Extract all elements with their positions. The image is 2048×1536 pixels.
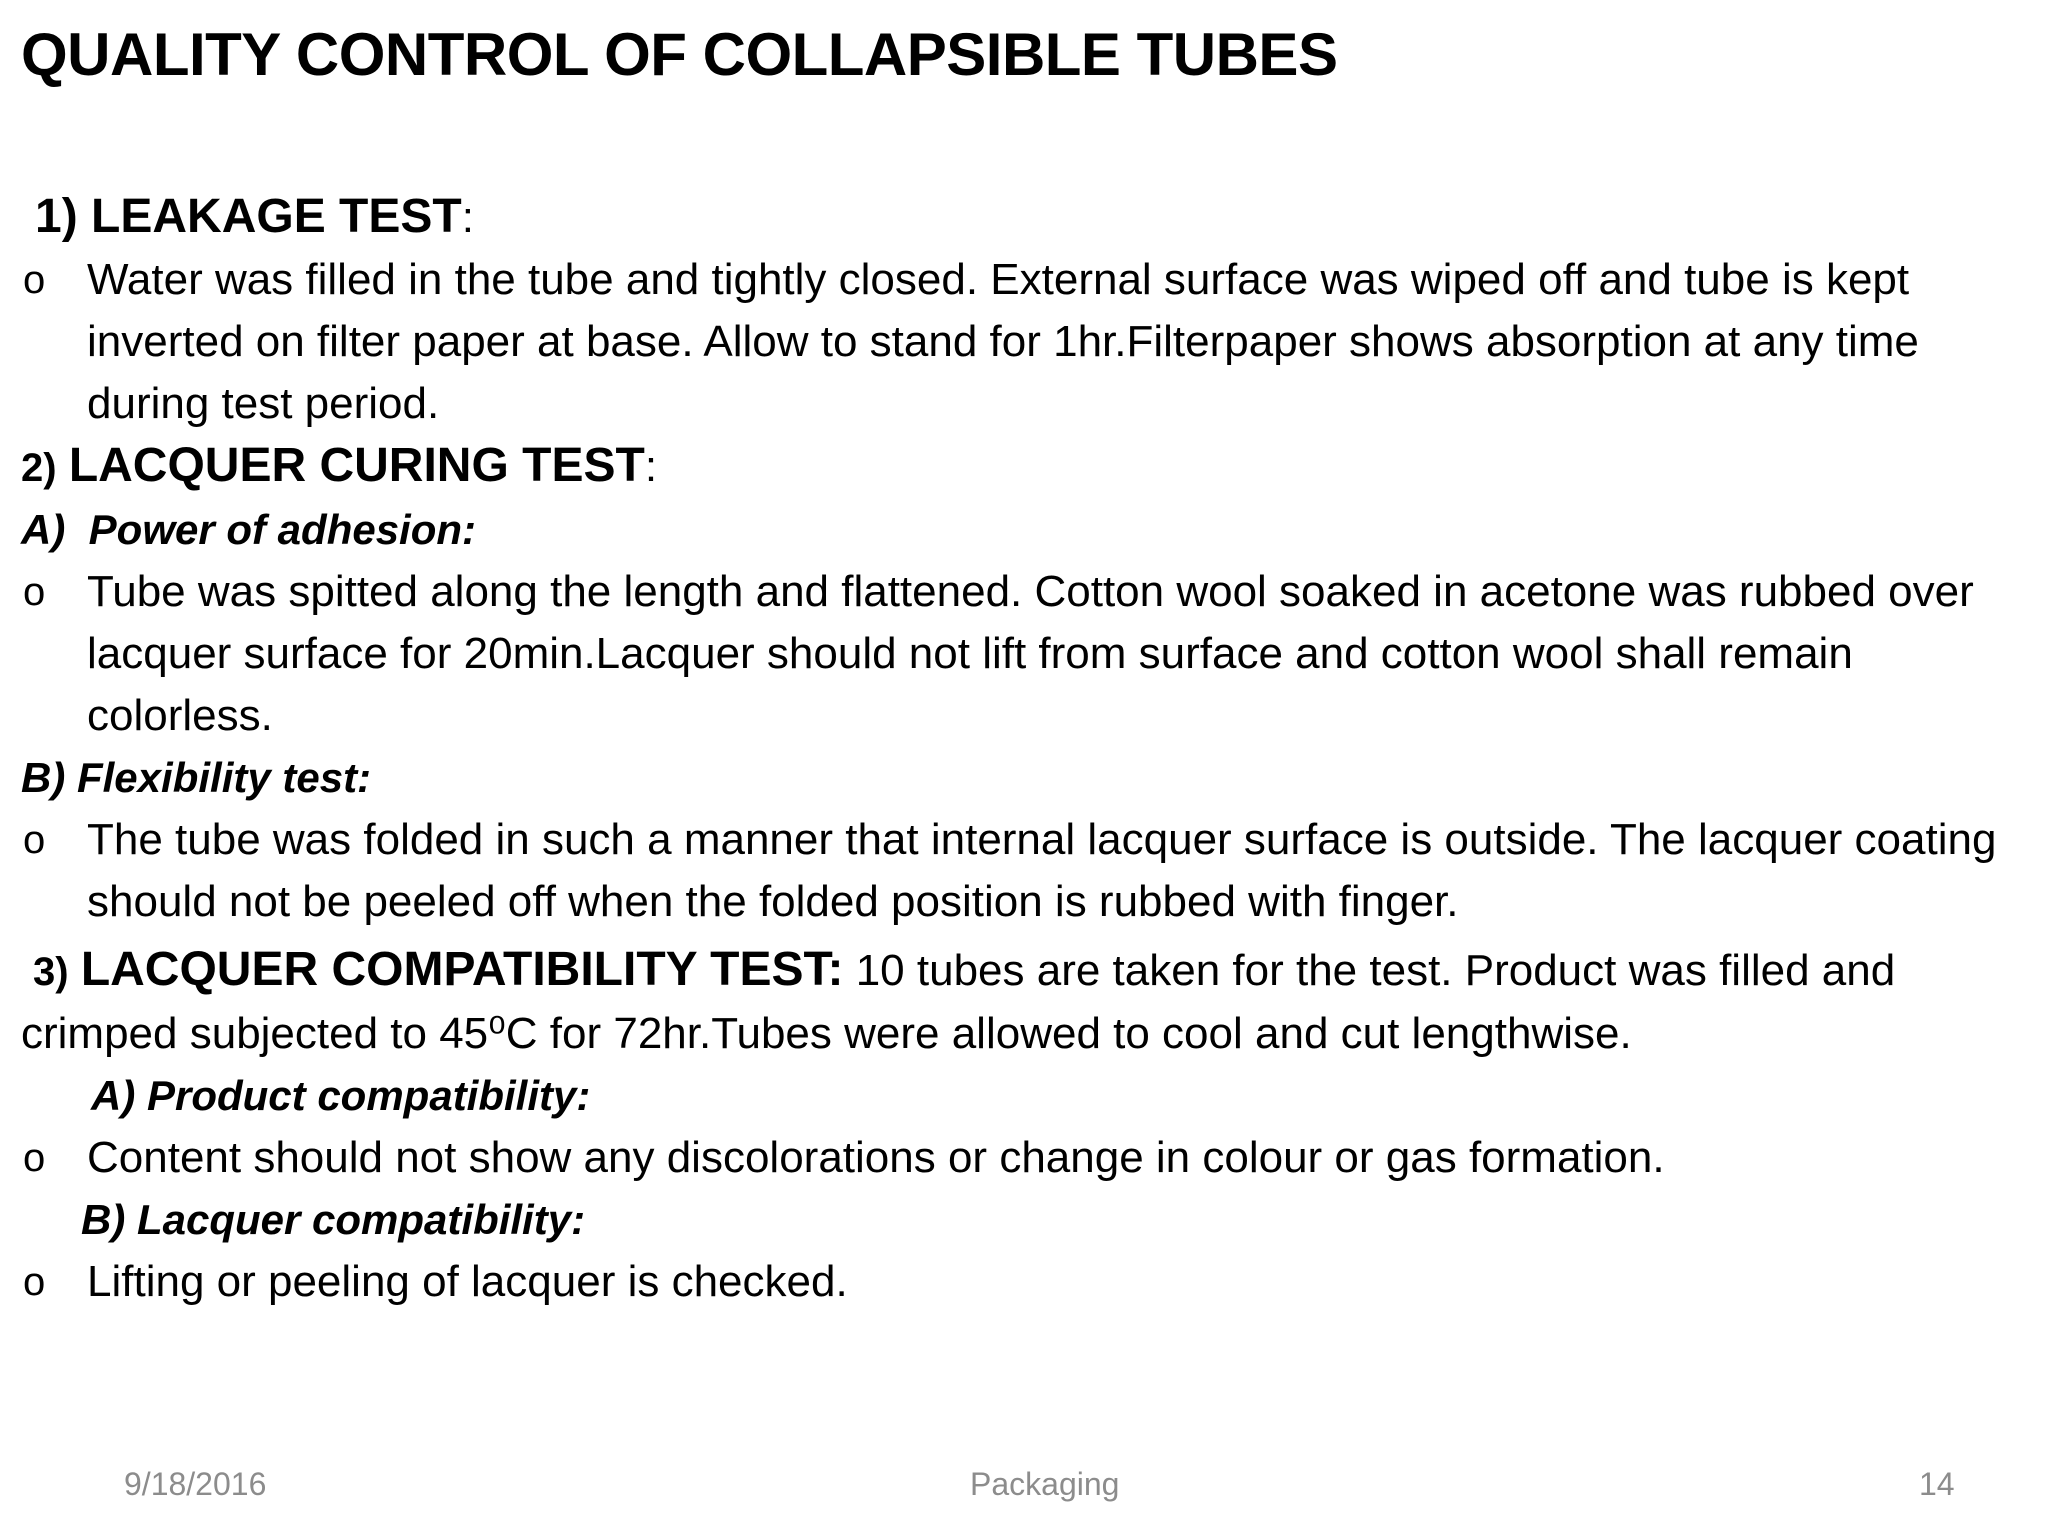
bullet-marker-icon: o: [23, 1260, 46, 1304]
section-1-colon: :: [461, 193, 474, 242]
slide-content: [21, 186, 2031, 1313]
section-2-number: 2): [21, 446, 57, 490]
section-3a-label: A) Product compatibility:: [91, 1072, 591, 1119]
section-2-colon: :: [644, 442, 658, 491]
section-1-number: 1): [35, 190, 78, 243]
section-2a-label: A) Power of adhesion:: [21, 506, 477, 553]
bullet-item: [21, 1251, 2031, 1313]
section-1-text: Water was filled in the tube and tightly closed. External surface was wiped off and tube is kept inverted on filter paper at base. Allow to stand for 1hr.Filterpaper shows absorption at any time during test period.: [87, 255, 1919, 428]
footer-page-number: 14: [1919, 1466, 1955, 1502]
section-3-number: 3): [33, 950, 69, 994]
section-3a-text: Content should not show any discolorations or change in colour or gas formation.: [87, 1133, 1665, 1182]
section-3-paragraph: [21, 939, 2031, 1065]
bullet-item: [21, 561, 2031, 747]
bullet-item: [21, 809, 2031, 933]
bullet-marker-icon: o: [23, 570, 46, 614]
footer-label: Packaging: [970, 1466, 1120, 1502]
section-3-title: LACQUER COMPATIBILITY TEST:: [80, 943, 844, 996]
bullet-item: [21, 249, 2031, 435]
footer-date: 9/18/2016: [124, 1466, 267, 1502]
section-2b-text: The tube was folded in such a manner that internal lacquer surface is outside. The lacquer coating should not be peeled off when the folded position is rubbed with finger.: [87, 815, 1997, 926]
section-2a-text: Tube was spitted along the length and flattened. Cotton wool soaked in acetone was rubbed over lacquer surface for 20min.Lacquer should not lift from surface and cotton wool shall remain colorless.: [87, 567, 1974, 740]
bullet-item: [21, 1127, 2031, 1189]
section-1-heading: [21, 186, 2031, 249]
section-3b-text: Lifting or peeling of lacquer is checked.: [87, 1257, 848, 1306]
section-2b-label: B) Flexibility test:: [21, 754, 372, 801]
section-2-title: LACQUER CURING TEST: [68, 439, 645, 492]
bullet-marker-icon: o: [23, 258, 46, 302]
slide-title: QUALITY CONTROL OF COLLAPSIBLE TUBES: [21, 21, 1338, 88]
bullet-marker-icon: o: [23, 818, 46, 862]
section-1-title: LEAKAGE TEST: [91, 190, 462, 243]
bullet-marker-icon: o: [23, 1136, 46, 1180]
section-3-intro: 10 tubes are taken for the test. Product was filled and crimped subjected to 45⁰C for 72hr.Tubes were allowed to cool and cut lengthwise.: [21, 946, 1896, 1058]
section-2-heading: [21, 435, 2031, 499]
section-3b-label: B) Lacquer compatibility:: [81, 1196, 586, 1243]
